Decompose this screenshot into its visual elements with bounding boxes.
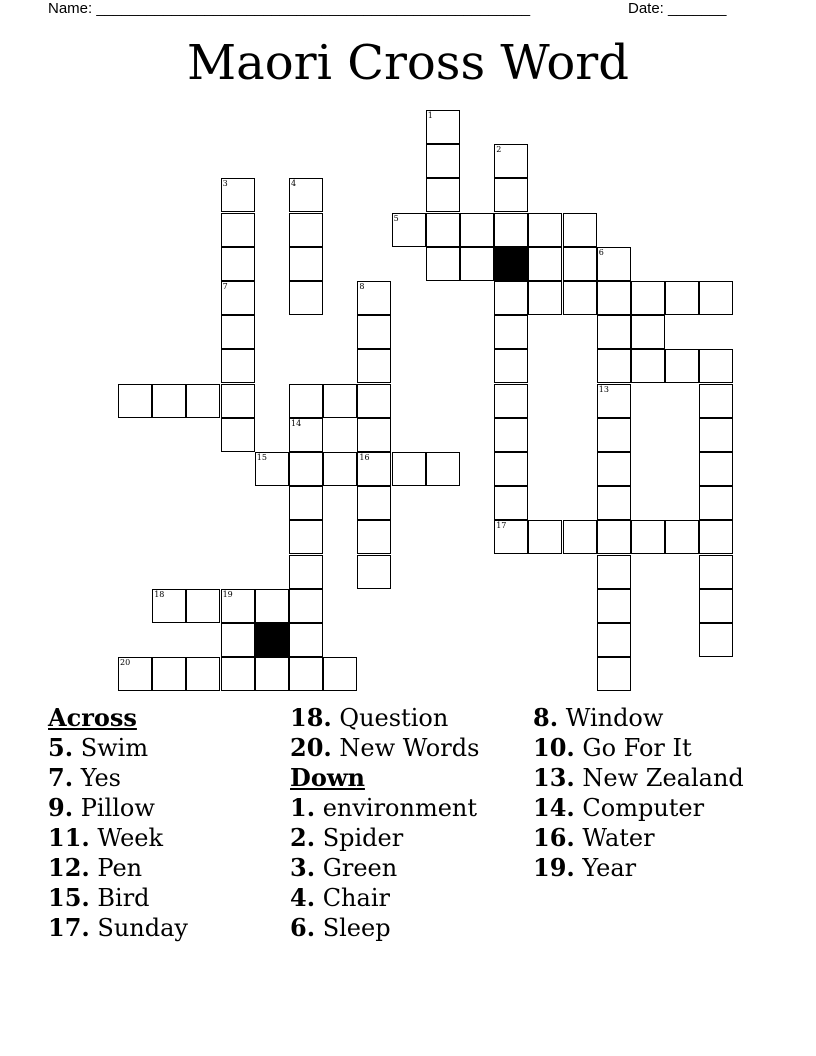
clue-item-number: 6.: [290, 913, 316, 942]
grid-cell[interactable]: [357, 520, 391, 554]
clue-item-number: 11.: [48, 823, 90, 852]
grid-cell[interactable]: [699, 486, 733, 520]
clue-item-text: Water: [574, 824, 655, 852]
clue-item-text: Sleep: [315, 914, 391, 942]
grid-cell[interactable]: [494, 213, 528, 247]
grid-cell[interactable]: [597, 418, 631, 452]
clue-item-number: 20.: [290, 733, 332, 762]
grid-cell[interactable]: [289, 213, 323, 247]
grid-cell[interactable]: [528, 213, 562, 247]
clue-item-number: 5.: [48, 733, 74, 762]
grid-cell[interactable]: [494, 281, 528, 315]
grid-cell[interactable]: [597, 247, 631, 281]
clue-number: 16: [359, 453, 370, 462]
clue-item: [48, 793, 188, 823]
grid-cell[interactable]: [563, 213, 597, 247]
clue-item-number: 14.: [533, 793, 575, 822]
grid-cell[interactable]: [289, 281, 323, 315]
grid-cell[interactable]: [255, 452, 289, 486]
clue-number: 15: [256, 453, 267, 462]
grid-cell[interactable]: [186, 657, 220, 691]
grid-cell[interactable]: [665, 349, 699, 383]
clue-item-text: Computer: [574, 794, 705, 822]
black-cell: [494, 247, 528, 281]
grid-cell[interactable]: [494, 384, 528, 418]
grid-cell[interactable]: [699, 555, 733, 589]
clue-item: [290, 793, 479, 823]
grid-cell[interactable]: [528, 247, 562, 281]
grid-cell[interactable]: [289, 452, 323, 486]
grid-cell[interactable]: [392, 452, 426, 486]
clue-column-1: [48, 703, 188, 943]
clue-item: [48, 763, 188, 793]
clue-item-number: 13.: [533, 763, 575, 792]
clue-item-text: environment: [315, 794, 478, 822]
clue-item-text: Pen: [89, 854, 143, 882]
grid-cell[interactable]: [631, 315, 665, 349]
clue-item-number: 4.: [290, 883, 316, 912]
grid-cell[interactable]: [426, 178, 460, 212]
grid-cell[interactable]: [221, 178, 255, 212]
grid-cell[interactable]: [494, 144, 528, 178]
clue-number: 4: [291, 179, 297, 189]
grid-cell[interactable]: [152, 657, 186, 691]
grid-cell[interactable]: [221, 349, 255, 383]
clue-number: 19: [222, 589, 233, 599]
clue-item-number: 15.: [48, 883, 90, 912]
clue-item: [48, 913, 188, 943]
grid-cell[interactable]: [186, 384, 220, 418]
clue-item: [533, 853, 744, 883]
grid-cell[interactable]: [597, 657, 631, 691]
grid-cell[interactable]: [221, 315, 255, 349]
clue-item: [533, 703, 744, 733]
clue-number: 20: [120, 658, 131, 668]
clue-item: [533, 763, 744, 793]
grid-cell[interactable]: [392, 213, 426, 247]
clue-item: [48, 823, 188, 853]
clue-number: 17: [496, 521, 507, 531]
clue-item: [48, 733, 188, 763]
clue-item-text: Yes: [73, 764, 121, 792]
grid-cell[interactable]: [597, 623, 631, 657]
grid-cell[interactable]: [597, 281, 631, 315]
grid-cell[interactable]: [494, 452, 528, 486]
grid-cell[interactable]: [460, 213, 494, 247]
grid-cell[interactable]: [426, 144, 460, 178]
grid-cell[interactable]: [152, 589, 186, 623]
black-cell: [255, 623, 289, 657]
clue-item-number: 10.: [533, 733, 575, 762]
grid-cell[interactable]: [597, 452, 631, 486]
clue-item-number: 9.: [48, 793, 74, 822]
grid-cell[interactable]: [255, 657, 289, 691]
clue-item-text: Go For It: [574, 734, 692, 762]
clue-item-text: Week: [89, 824, 164, 852]
date-line[interactable]: Date: _______: [628, 0, 727, 17]
grid-cell[interactable]: [494, 520, 528, 554]
clue-item-text: Pillow: [73, 794, 155, 822]
grid-cell[interactable]: [631, 349, 665, 383]
grid-cell[interactable]: [494, 418, 528, 452]
grid-cell[interactable]: [289, 486, 323, 520]
grid-cell[interactable]: [426, 247, 460, 281]
clue-number: 1: [427, 111, 433, 120]
grid-cell[interactable]: [597, 486, 631, 520]
clue-item: [290, 853, 479, 883]
clue-number: 5: [393, 213, 399, 223]
grid-cell[interactable]: [357, 486, 391, 520]
clue-item: [533, 823, 744, 853]
clue-item-number: 18.: [290, 703, 332, 732]
grid-cell[interactable]: [255, 589, 289, 623]
clue-item-text: New Zealand: [574, 764, 744, 792]
grid-cell[interactable]: [289, 623, 323, 657]
grid-cell[interactable]: [494, 178, 528, 212]
grid-cell[interactable]: [494, 315, 528, 349]
grid-cell[interactable]: [357, 281, 391, 315]
grid-cell[interactable]: [699, 349, 733, 383]
grid-cell[interactable]: [563, 281, 597, 315]
clue-item-text: Question: [331, 704, 449, 732]
grid-cell[interactable]: [699, 281, 733, 315]
grid-cell[interactable]: [665, 281, 699, 315]
grid-cell[interactable]: [597, 384, 631, 418]
clue-item-number: 16.: [533, 823, 575, 852]
clue-item-number: 12.: [48, 853, 90, 882]
grid-cell[interactable]: [221, 657, 255, 691]
grid-cell[interactable]: [118, 657, 152, 691]
grid-cell[interactable]: [221, 589, 255, 623]
name-line[interactable]: Name: ____________________________________________________: [48, 0, 531, 17]
clue-item-number: 7.: [48, 763, 74, 792]
clue-item: [533, 793, 744, 823]
clue-item-text: Bird: [89, 884, 150, 912]
grid-cell[interactable]: [563, 520, 597, 554]
grid-cell[interactable]: [221, 384, 255, 418]
clue-item-number: 3.: [290, 853, 316, 882]
grid-cell[interactable]: [289, 384, 323, 418]
clue-item: [290, 823, 479, 853]
grid-cell[interactable]: [426, 452, 460, 486]
grid-cell[interactable]: [494, 486, 528, 520]
clue-item-text: New Words: [331, 734, 480, 762]
grid-cell[interactable]: [357, 315, 391, 349]
clue-number: 18: [154, 589, 165, 599]
grid-cell[interactable]: [699, 452, 733, 486]
grid-cell[interactable]: [597, 589, 631, 623]
grid-cell[interactable]: [289, 589, 323, 623]
grid-cell[interactable]: [289, 555, 323, 589]
clue-column-3: [533, 703, 744, 883]
grid-cell[interactable]: [118, 384, 152, 418]
grid-cell[interactable]: [426, 110, 460, 144]
grid-cell[interactable]: [665, 520, 699, 554]
grid-cell[interactable]: [357, 349, 391, 383]
clue-item-number: 8.: [533, 703, 559, 732]
clue-item-number: 2.: [290, 823, 316, 852]
grid-cell[interactable]: [563, 247, 597, 281]
grid-cell[interactable]: [699, 418, 733, 452]
clue-item: [290, 703, 479, 733]
grid-cell[interactable]: [186, 589, 220, 623]
grid-cell[interactable]: [631, 281, 665, 315]
page-title: Maori Cross Word: [187, 35, 629, 91]
grid-cell[interactable]: [597, 315, 631, 349]
grid-cell[interactable]: [221, 418, 255, 452]
grid-cell[interactable]: [323, 452, 357, 486]
grid-cell[interactable]: [631, 520, 665, 554]
grid-cell[interactable]: [699, 384, 733, 418]
clue-item: [290, 733, 479, 763]
grid-cell[interactable]: [357, 418, 391, 452]
grid-cell[interactable]: [699, 623, 733, 657]
clue-item-text: Chair: [315, 884, 390, 912]
grid-cell[interactable]: [528, 520, 562, 554]
clue-item-text: Swim: [73, 734, 149, 762]
clue-item-text: Green: [315, 854, 398, 882]
grid-cell[interactable]: [152, 384, 186, 418]
grid-cell[interactable]: [357, 384, 391, 418]
grid-cell[interactable]: [597, 349, 631, 383]
clue-item-number: 1.: [290, 793, 316, 822]
grid-cell[interactable]: [221, 281, 255, 315]
clue-item: [290, 883, 479, 913]
clue-number: 13: [598, 384, 609, 394]
clue-item-number: 17.: [48, 913, 90, 942]
clue-number: 3: [222, 179, 228, 189]
grid-cell[interactable]: [323, 384, 357, 418]
clue-item: [48, 883, 188, 913]
clue-item-text: Year: [574, 854, 637, 882]
clue-heading: Down: [290, 763, 365, 792]
clue-item-text: Spider: [315, 824, 404, 852]
grid-cell[interactable]: [289, 520, 323, 554]
grid-cell[interactable]: [221, 213, 255, 247]
grid-cell[interactable]: [597, 520, 631, 554]
grid-cell[interactable]: [494, 349, 528, 383]
grid-cell[interactable]: [221, 247, 255, 281]
grid-cell[interactable]: [699, 589, 733, 623]
grid-cell[interactable]: [289, 247, 323, 281]
grid-cell[interactable]: [426, 213, 460, 247]
clue-heading: Across: [48, 703, 137, 732]
clue-number: 2: [496, 145, 502, 155]
grid-cell[interactable]: [289, 418, 323, 452]
grid-cell[interactable]: [460, 247, 494, 281]
grid-cell[interactable]: [528, 281, 562, 315]
clue-item: [48, 853, 188, 883]
clue-column-2: [290, 703, 479, 943]
grid-cell[interactable]: [357, 452, 391, 486]
grid-cell[interactable]: [597, 555, 631, 589]
clue-number: 6: [598, 247, 604, 257]
clue-number: 14: [291, 418, 302, 428]
grid-cell[interactable]: [699, 520, 733, 554]
clue-number: 7: [222, 282, 228, 291]
grid-cell[interactable]: [289, 178, 323, 212]
clue-item-text: Window: [558, 704, 664, 732]
clue-item-text: Sunday: [89, 914, 188, 942]
clue-item-number: 19.: [533, 853, 575, 882]
clue-number: 8: [359, 282, 365, 291]
grid-cell[interactable]: [221, 623, 255, 657]
grid-cell[interactable]: [289, 657, 323, 691]
grid-cell[interactable]: [323, 657, 357, 691]
clue-item: [533, 733, 744, 763]
clue-item: [290, 913, 479, 943]
grid-cell[interactable]: [357, 555, 391, 589]
